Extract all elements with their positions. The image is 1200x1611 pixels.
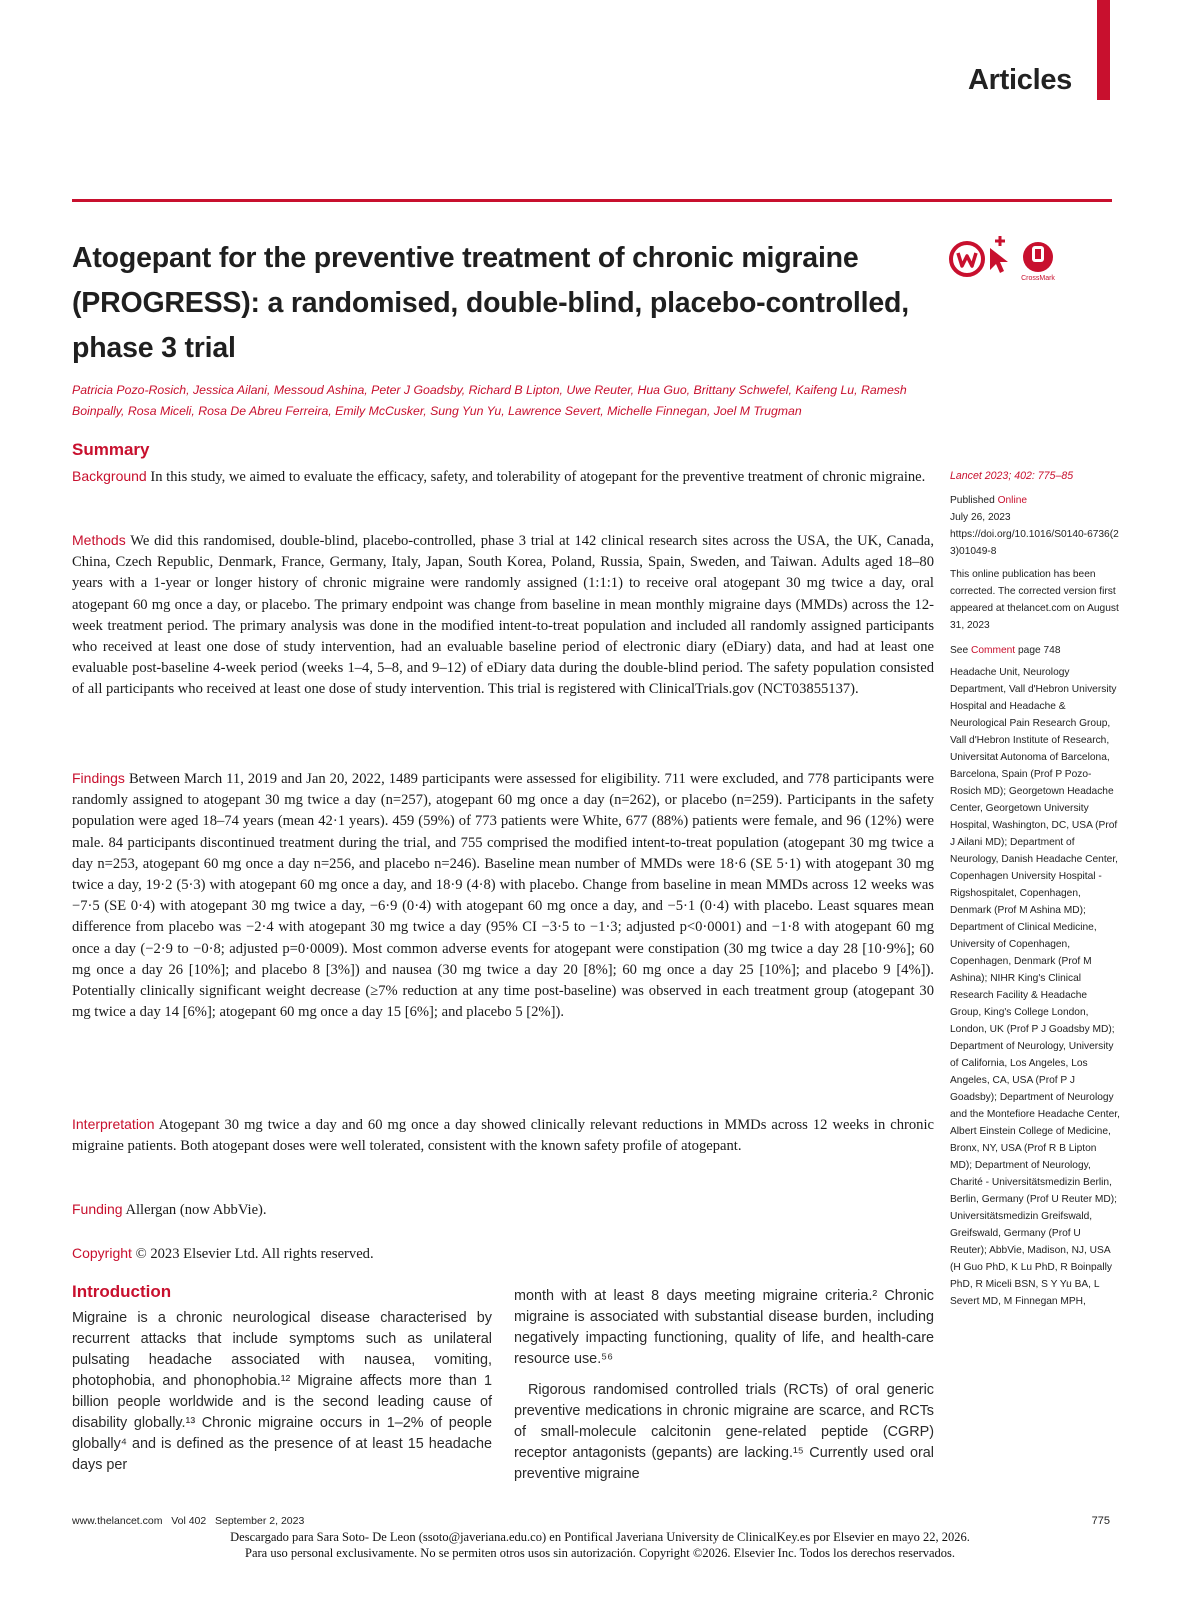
rights-notice: Para uso personal exclusivamente. No se permiten otros usos sin autorización. Copyright ©2026. Elsevier Inc. Todos los derechos reservados. — [245, 1546, 955, 1560]
abstract-findings — [72, 768, 934, 1023]
introduction-heading: Introduction — [72, 1282, 172, 1301]
abstract-background-label: Background — [72, 468, 147, 484]
abstract-findings-label: Findings — [72, 770, 125, 786]
abstract-background — [72, 466, 934, 488]
abstract-interpretation-label: Interpretation — [72, 1116, 155, 1132]
abstract-copyright — [72, 1243, 934, 1265]
published-label: Published — [950, 495, 995, 506]
sidebar-comment-ref — [950, 642, 1120, 659]
crossmark-label: CrossMark — [1021, 275, 1055, 282]
download-notice: Descargado para Sara Soto- De Leon (ssoto@javeriana.edu.co) en Pontifical Javeriana University de ClinicalKey.es por Elsevier en mayo 22, 2026. — [230, 1530, 970, 1544]
section-color-bar — [1097, 0, 1110, 100]
header-rule — [72, 199, 1112, 202]
sidebar-published — [950, 492, 1120, 560]
introduction-paragraph: Rigorous randomised controlled trials (RCTs) of oral generic preventive medications in chronic migraine are scarce, and RCTs of small-molecule calcitonin gene-related peptide (CGRP) receptor antagonists (gepants) are lacking.¹⁵ Currently used oral preventive migraine — [514, 1382, 934, 1482]
comment-page: page 748 — [1018, 645, 1061, 656]
sidebar-affiliations: Headache Unit, Neurology Department, Vall d'Hebron University Hospital and Headache & Neurological Pain Research Group, Vall d'Hebron Institute of Research, Universitat Autonoma of Barcelona, Barcelona, Spain (Prof P Pozo-Rosich MD); Georgetown Headache Center, Georgetown University Hospital, Washington, DC, USA (Prof J Ailani MD); Department of Neurology, Danish Headache Center, Copenhagen University Hospital - Rigshospitalet, Copenhagen, Denmark (Prof M Ashina MD); Department of Clinical Medicine, University of Copenhagen, Copenhagen, Denmark (Prof M Ashina); NIHR King's Clinical Research Facility & Headache Group, King's College London, London, UK (Prof P J Goadsby MD); Department of Neurology, University of California, Los Angeles, Los Angeles, CA, USA (Prof P J Goadsby); Department of Neurology and the Montefiore Headache Center, Albert Einstein College of Medicine, Bronx, NY, USA (Prof R B Lipton MD); Department of Neurology, Charité - Universitätsmedizin Berlin, Berlin, Germany (Prof U Reuter MD); Universitätsmedizin Greifswald, Greifswald, Germany (Prof U Reuter); AbbVie, Madison, NJ, USA (H Guo PhD, K Lu PhD, R Boinpally PhD, R Miceli BSN, S Y Yu BA, L Severt MD, M Finnegan MPH, — [950, 667, 1120, 1307]
comment-link[interactable]: Comment — [970, 645, 1016, 656]
published-date: July 26, 2023 — [950, 512, 1011, 523]
cursor-plus-icon — [986, 234, 1014, 274]
summary-heading: Summary — [72, 440, 150, 459]
abstract-background-text: In this study, we aimed to evaluate the efficacy, safety, and tolerability of atogepant for the preventive treatment of chronic migraine. — [150, 469, 926, 485]
check-for-updates-icon[interactable] — [948, 240, 986, 278]
footer-journal-info[interactable]: www.thelancet.com Vol 402 September 2, 2023 — [72, 1515, 305, 1527]
introduction-paragraph: Migraine is a chronic neurological disease characterised by recurrent attacks that include symptoms such as unilateral pulsating headache associated with nausea, vomiting, photophobia, and phonophobia.¹² Migraine affects more than 1 billion people worldwide and is the second leading cause of disability globally.¹³ Chronic migraine occurs in 1–2% of people globally⁴ and is defined as the presence of at least 15 headache days per — [72, 1310, 492, 1473]
abstract-funding-text: Allergan (now AbbVie). — [125, 1202, 267, 1218]
published-online-label: Online — [997, 495, 1028, 506]
introduction-paragraph: month with at least 8 days meeting migraine criteria.² Chronic migraine is associated with substantial disease burden, including negatively impacting functioning, quality of life, and health-care resource use.⁵⁶ — [514, 1288, 934, 1367]
crossmark-icon[interactable] — [1014, 240, 1062, 282]
abstract-copyright-text: © 2023 Elsevier Ltd. All rights reserved. — [135, 1246, 374, 1262]
author-list: Patricia Pozo-Rosich, Jessica Ailani, Messoud Ashina, Peter J Goadsby, Richard B Lipton, Uwe Reuter, Hua Guo, Brittany Schwefel, Kaifeng Lu, Ramesh Boinpally, Rosa Miceli, Rosa De Abreu Ferreira, Emily McCusker, Sung Yun Yu, Lawrence Severt, Michelle Finnegan, Joel M Trugman — [72, 383, 907, 418]
introduction-column-1 — [72, 1308, 492, 1476]
abstract-funding-label: Funding — [72, 1201, 123, 1217]
introduction-column-2 — [514, 1286, 934, 1485]
page-number: 775 — [1091, 1515, 1110, 1527]
see-label: See — [950, 645, 969, 656]
abstract-methods — [72, 530, 934, 701]
doi-link[interactable]: https://doi.org/10.1016/S0140-6736(23)01049-8 — [950, 529, 1119, 557]
article-badges — [948, 234, 1068, 280]
section-label: Articles — [968, 64, 1072, 96]
abstract-interpretation-text: Atogepant 30 mg twice a day and 60 mg once a day showed clinically relevant reductions in MMDs across 12 weeks in chronic migraine patients. Both atogepant doses were well tolerated, consistent with the known safety profile of atogepant. — [72, 1117, 935, 1155]
abstract-methods-text: We did this randomised, double-blind, placebo-controlled, phase 3 trial at 142 clinical research sites across the USA, the UK, Canada, China, Czech Republic, Denmark, France, Germany, Italy, Japan, South Korea, Poland, Russia, Spain, Sweden, and Taiwan. Adults aged 18–80 years with a 1-year or longer history of chronic migraine were randomly assigned (1:1:1) to receive oral atogepant 30 mg twice a day, oral atogepant 60 mg once a day, or placebo. The primary endpoint was change from baseline in mean monthly migraine days (MMDs) across the 12-week treatment period. The primary analysis was done in the modified intent-to-treat population and included all randomly assigned participants who received at least one dose of study intervention, had an evaluable baseline period of electronic diary (eDiary) data, and had at least one evaluable post-baseline 4-week period (weeks 1–4, 5–8, and 9–12) of eDiary data during the double-blind period. The safety population consisted of all participants who received at least one dose of study intervention. This trial is registered with ClinicalTrials.gov (NCT03855137). — [72, 533, 934, 698]
abstract-findings-text: Between March 11, 2019 and Jan 20, 2022, 1489 participants were assessed for eligibility. 711 were excluded, and 778 participants were randomly assigned to atogepant 30 mg twice a day (n=257), atogepant 60 mg once a day (n=262), or placebo (n=259). Participants in the safety population were aged 18–74 years (mean 42·1 years). 459 (59%) of 773 patients were White, 677 (88%) patients were female, and 96 (12%) were male. 84 participants discontinued treatment during the trial, and 755 comprised the modified intent-to-treat population (atogepant 30 mg twice a day n=253, atogepant 60 mg once a day n=256, and placebo n=246). Baseline mean number of MMDs were 18·6 (SE 5·1) with atogepant 30 mg twice a day, 19·2 (5·3) with atogepant 60 mg once a day, and 18·9 (4·8) with placebo. Change from baseline in mean MMDs across 12 weeks was −7·5 (SE 0·4) with atogepant 30 mg twice a day, −6·9 (0·4) with atogepant 60 mg once a day, and −5·1 (0·4) with placebo. Least squares mean difference from placebo was −2·4 with atogepant 30 mg twice a day (95% CI −3·5 to −1·3; adjusted p<0·0001) and −1·8 with atogepant 60 mg once a day (−2·9 to −0·8; adjusted p=0·0009). Most common adverse events for atogepant were constipation (30 mg twice a day 28 [10·9%]; 60 mg once a day 26 [10%]; and placebo 8 [3%]) and nausea (30 mg twice a day 20 [8%]; 60 mg once a day 25 [10%]; and placebo 9 [4%]). Potentially clinically significant weight decrease (≥7% reduction at any time post-baseline) was observed in each treatment group (atogepant 30 mg twice a day 14 [6%]; atogepant 60 mg once a day 15 [6%]; and placebo 5 [2%]). — [72, 771, 934, 1021]
abstract-methods-label: Methods — [72, 532, 126, 548]
article-title: Atogepant for the preventive treatment of chronic migraine (PROGRESS): a randomised, double-blind, placebo-controlled, phase 3 trial — [72, 242, 909, 364]
abstract-funding — [72, 1199, 934, 1221]
sidebar-correction-note: This online publication has been corrected. The corrected version first appeared at thelancet.com on August 31, 2023 — [950, 569, 1119, 631]
abstract-copyright-label: Copyright — [72, 1245, 132, 1261]
abstract-interpretation — [72, 1114, 934, 1157]
sidebar-citation: Lancet 2023; 402: 775–85 — [950, 470, 1074, 482]
